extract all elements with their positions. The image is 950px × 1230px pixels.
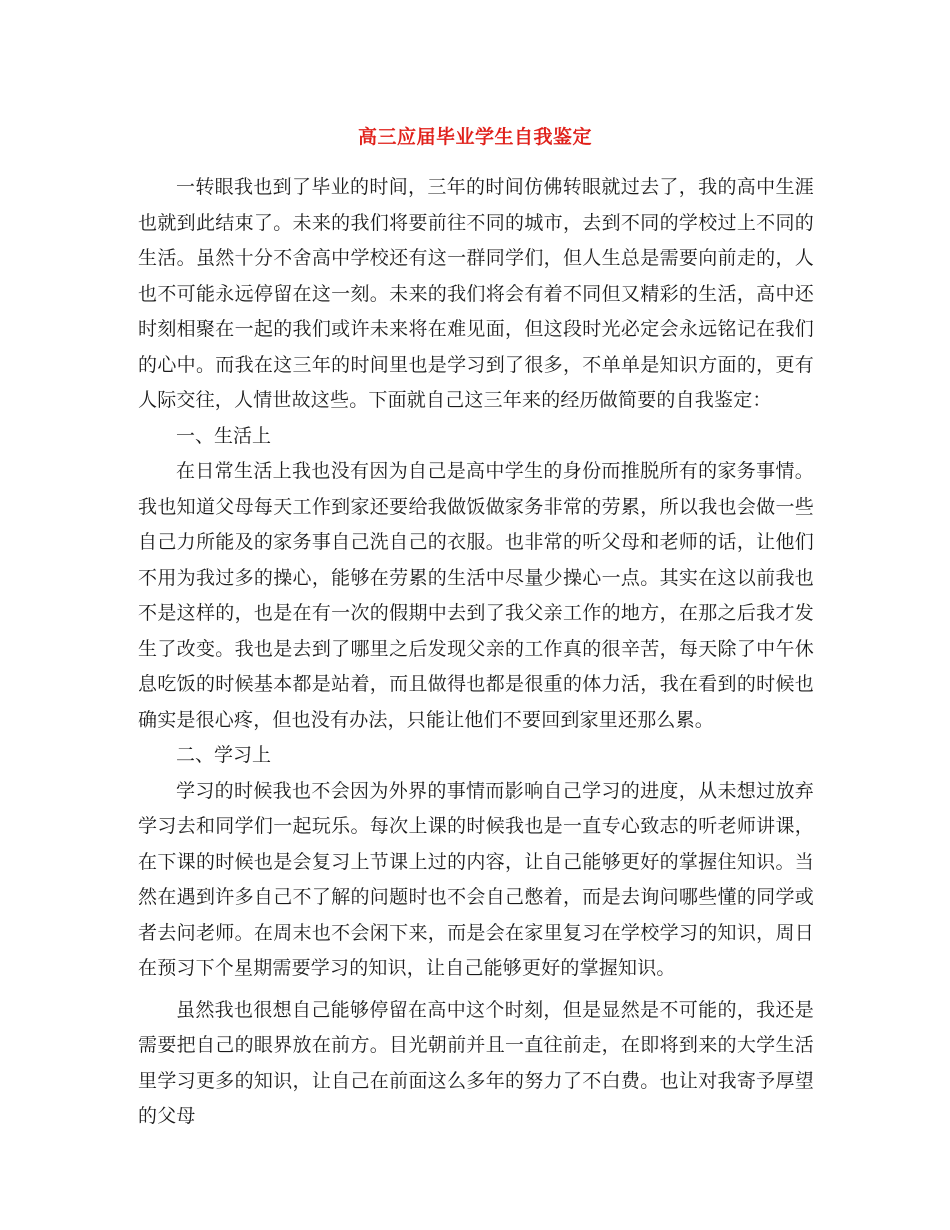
paragraph-study: 学习的时候我也不会因为外界的事情而影响自己学习的进度，从未想过放弃学习去和同学们一起玩乐。每次上课的时候我也是一直专心致志的听老师讲课，在下课的时候也是会复习上节课上过的内容，让自己能够更好的掌握住知识。当然在遇到许多自己不了解的问题时也不会自己憋着，而是去询问哪些懂的同学或者去问老师。在周末也不会闲下来，而是会在家里复习在学校学习的知识，周日在预习下个星期需要学习的知识，让自己能够更好的掌握知识。 xyxy=(138,779,814,979)
document-body xyxy=(138,170,814,1135)
paragraph-life: 在日常生活上我也没有因为自己是高中学生的身份而推脱所有的家务事情。我也知道父母每天工作到家还要给我做饭做家务非常的劳累，所以我也会做一些自己力所能及的家务事自己洗自己的衣服。也非常的听父母和老师的话，让他们不用为我过多的操心，能够在劳累的生活中尽量少操心一点。其实在这以前我也不是这样的，也是在有一次的假期中去到了我父亲工作的地方，在那之后我才发生了改变。我也是去到了哪里之后发现父亲的工作真的很辛苦，每天除了中午休息吃饭的时候基本都是站着，而且做得也都是很重的体力活，我在看到的时候也确实是很心疼，但也没有办法，只能让他们不要回到家里还那么累。 xyxy=(138,460,814,731)
paragraph-future: 虽然我也很想自己能够停留在高中这个时刻，但是显然是不可能的，我还是需要把自己的眼界放在前方。目光朝前并且一直往前走，在即将到来的大学生活里学习更多的知识，让自己在前面这么多年的努力了不白费。也让对我寄予厚望的父母 xyxy=(138,998,814,1127)
paragraph-intro: 一转眼我也到了毕业的时间，三年的时间仿佛转眼就过去了，我的高中生涯也就到此结束了。未来的我们将要前往不同的城市，去到不同的学校过上不同的生活。虽然十分不舍高中学校还有这一群同学们，但人生总是需要向前走的，人也不可能永远停留在这一刻。未来的我们将会有着不同但又精彩的生活，高中还时刻相聚在一起的我们或许未来将在难见面，但这段时光必定会永远铭记在我们的心中。而我在这三年的时间里也是学习到了很多，不单单是知识方面的，更有人际交往，人情世故这些。下面就自己这三年来的经历做简要的自我鉴定： xyxy=(138,176,814,411)
section-heading-life: 一、生活上 xyxy=(176,424,272,447)
document-title: 高三应届毕业学生自我鉴定 xyxy=(357,126,592,148)
section-heading-study: 二、学习上 xyxy=(176,744,272,766)
